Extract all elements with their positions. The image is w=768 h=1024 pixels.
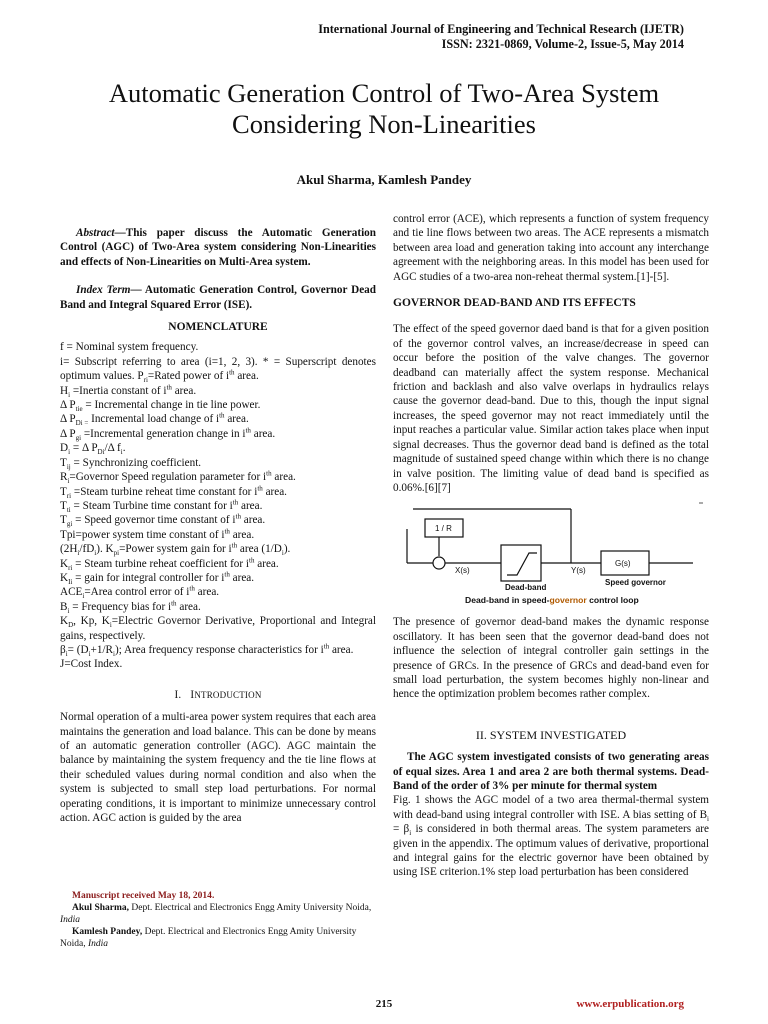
nom-tij: $T_{ij}$ = Synchronizing coefficient. bbox=[60, 456, 202, 471]
nom-kii: $K_{Ii}$ = gain for integral controller for $i^{th}$ area. bbox=[60, 570, 255, 587]
introduction-heading: I. INTRODUCTION bbox=[174, 688, 262, 701]
system-investigated-heading: II. SYSTEM INVESTIGATED bbox=[475, 727, 627, 742]
publisher-site: www.erpublication.org bbox=[576, 998, 684, 1010]
system-bold-paragraph: The AGC system investigated consists of two generating areas of equal sizes. Area 1 and area 2 are both thermal systems. Dead-Band of the order of 3% per minute for thermal system bbox=[393, 751, 709, 792]
right-paragraph-1: control error (ACE), which represents a function of system frequency and tie line flows between two areas. The ACE represents a mismatch between area load and generation taking into account any interchange agreement with the neighboring areas. In this model has been used for AGC studies of a two-area non-reheat thermal system.[1]-[5]. bbox=[393, 213, 709, 283]
author-affiliation-2: Kamlesh Pandey, Dept. Electrical and Electronics Engg Amity University Noida, India bbox=[60, 927, 357, 949]
index-term-label: Index Term bbox=[76, 284, 131, 297]
deadband-diagram bbox=[393, 499, 709, 609]
nom-ri: $R_i=Governor$ Speed regulation parameter for $i^{th}$ area. bbox=[60, 469, 296, 486]
left-column bbox=[60, 212, 376, 835]
nom-f: f = Nominal system frequency. bbox=[60, 341, 199, 354]
nom-tgi: $T_{gi}$ = Speed governor time constant of $i^{th}$ area. bbox=[60, 512, 266, 529]
page-number: 215 bbox=[375, 998, 393, 1010]
nomenclature-heading: NOMENCLATURE bbox=[168, 321, 268, 334]
nom-ptie: Δ $P_{tie}$ = Incremental change in tie line power. bbox=[60, 399, 261, 414]
speed-governor-label: Speed governor bbox=[605, 578, 666, 588]
index-terms bbox=[60, 283, 376, 312]
nom-h: $H_i$ =Inertia constant of $i^{th}$ area. bbox=[60, 382, 197, 399]
abstract bbox=[60, 226, 376, 269]
manuscript-received: Manuscript received May 18, 2014. bbox=[72, 891, 215, 901]
introduction-text: Normal operation of a multi-area power system requires that each area maintains the generation and load balance. This can be done by means of an automatic generation controller (AGC). AGC maintain the balance by maintaining the system frequency and the tie line flows at their scheduled values during normal condition and also when the system is subjected to small step load perturbations. For normal operating conditions, it is important to minimize unnecessary control action. AGC action is guided by the area bbox=[60, 711, 376, 825]
nom-beta: $\beta_i= (D_i+1/R_i)$; Area frequency response characteristics for $i^{th}$ area. bbox=[60, 642, 354, 659]
nomenclature-list bbox=[60, 340, 376, 671]
author-affiliation-1: Akul Sharma, Dept. Electrical and Electronics Engg Amity University Noida, India bbox=[60, 903, 372, 925]
paper-title bbox=[0, 78, 768, 140]
nom-kpi: $(2H_i/fD_i)$. $K_{pi}=Power$ system gain for $i^{th}$ area $(1/D_i)$. bbox=[60, 541, 291, 558]
nom-tri: $T_{ri}$ =Steam turbine reheat time constant for $i^{th}$ area. bbox=[60, 483, 287, 500]
nom-kri: $K_{ri}$ = Steam turbine reheat coefficient for $i^{th}$ area. bbox=[60, 555, 279, 572]
nom-tpi: Tpi=power system time constant of $i^{th}$ area. bbox=[60, 526, 255, 541]
governor-effects-text: The presence of governor dead-band makes the dynamic response oscillatory. It has been seen that the governor dead-band does not influence the selection of integral controller gain settings in the presence of GRCs. In the presence of GRCs and dead-band even for small load perturbation, the system becomes highly non-linear and hence the optimization problem becomes rather complex. bbox=[393, 616, 709, 701]
journal-name: International Journal of Engineering and Technical Research (IJETR) bbox=[318, 22, 684, 36]
summing-junction bbox=[433, 557, 445, 569]
nom-ace: $ACE_i=Area$ control error of $i^{th}$ area. bbox=[60, 584, 220, 601]
nom-pdi: Δ $P_{Di =}$ Incremental load change of $i^{th}$ area. bbox=[60, 411, 249, 428]
journal-header bbox=[318, 22, 684, 52]
nom-tti: $T_{ti}$ = Steam Turbine time constant for $i^{th}$ area. bbox=[60, 498, 263, 515]
deadband-diagram-svg bbox=[393, 499, 709, 609]
footnote bbox=[60, 890, 376, 950]
governor-heading: GOVERNOR DEAD-BAND AND ITS EFFECTS bbox=[393, 297, 636, 310]
nom-di: $D_i = \Delta$ $P_{Di}/\Delta$ $f_i$. bbox=[60, 442, 126, 457]
deadband-block-label: Dead-band bbox=[505, 583, 547, 593]
nom-j: J=Cost Index. bbox=[60, 658, 123, 671]
title-line-2: Considering Non-Linearities bbox=[232, 109, 536, 139]
diagram-caption: Dead-band in speed-governor control loop bbox=[465, 595, 639, 606]
abstract-text: —This paper discuss the Automatic Generation Control (AGC) of Two-Area system considering Non-Linearities and effects of Non-Linearities on Multi-Area system. bbox=[60, 227, 376, 268]
nom-i: i= Subscript referring to area (i=1, 2, 3). * = Superscript denotes optimum values. $P_{ri}=Rated$ power of $i^{th}$ area. bbox=[60, 355, 376, 385]
deadband-curve bbox=[507, 553, 537, 575]
right-column bbox=[393, 212, 709, 890]
governor-text: The effect of the speed governor daed band is that for a given position of the governor control valves, an increase/decrease in speed can occur before the position of the valve changes. The governor deadband can materially affect the system response. Mechanical friction and backlash and also valve overlaps in hydraulics relays cause the governor dead-band. Due to this, though the input signal increases, the speed governor may not react immediately until the input reaches a particular value. Similar action takes place when input signal decreases. Thus the governor dead band is defined as the total magnitude of sustained speed change within which there is no change in valve position. The limiting value of dead band is specified as 0.06%.[6][7] bbox=[393, 323, 709, 494]
authors: Akul Sharma, Kamlesh Pandey bbox=[296, 172, 472, 187]
system-paragraph: Fig. 1 shows the AGC model of a two area thermal-thermal system with dead-band using integral controller with ISE. A bias setting of $B_i = \beta_i$ is considered in both thermal areas. The system parameters are given in the appendix. The optimum values of derivative, proportional and integral gains for the electric governor have been obtained by using ISE criterion.1% step load perturbation has been considered bbox=[393, 794, 709, 879]
title-line-1: Automatic Generation Control of Two-Area System bbox=[108, 78, 660, 108]
block-1-over-r-label: 1 / R bbox=[435, 524, 452, 534]
index-term-text: — Automatic Generation Control, Governor Dead Band and Integral Squared Error (ISE). bbox=[60, 284, 377, 311]
x-signal-label: X(s) bbox=[455, 566, 470, 576]
g-block-label: G(s) bbox=[615, 559, 631, 569]
nom-bi: $B_i$ = Frequency bias for $i^{th}$ area. bbox=[60, 599, 201, 615]
nom-kd: $K_D$, Kp, $K_i=Electric$ Governor Derivative, Proportional and Integral gains, respectively. bbox=[60, 615, 376, 642]
y-signal-label: Y(s) bbox=[571, 566, 586, 576]
journal-issn: ISSN: 2321-0869, Volume-2, Issue-5, May 2014 bbox=[441, 37, 684, 51]
abstract-label: Abstract bbox=[76, 227, 115, 239]
nom-pgi: Δ $P_{gi}$ =Incremental generation change in $i^{th}$ area. bbox=[60, 426, 276, 443]
